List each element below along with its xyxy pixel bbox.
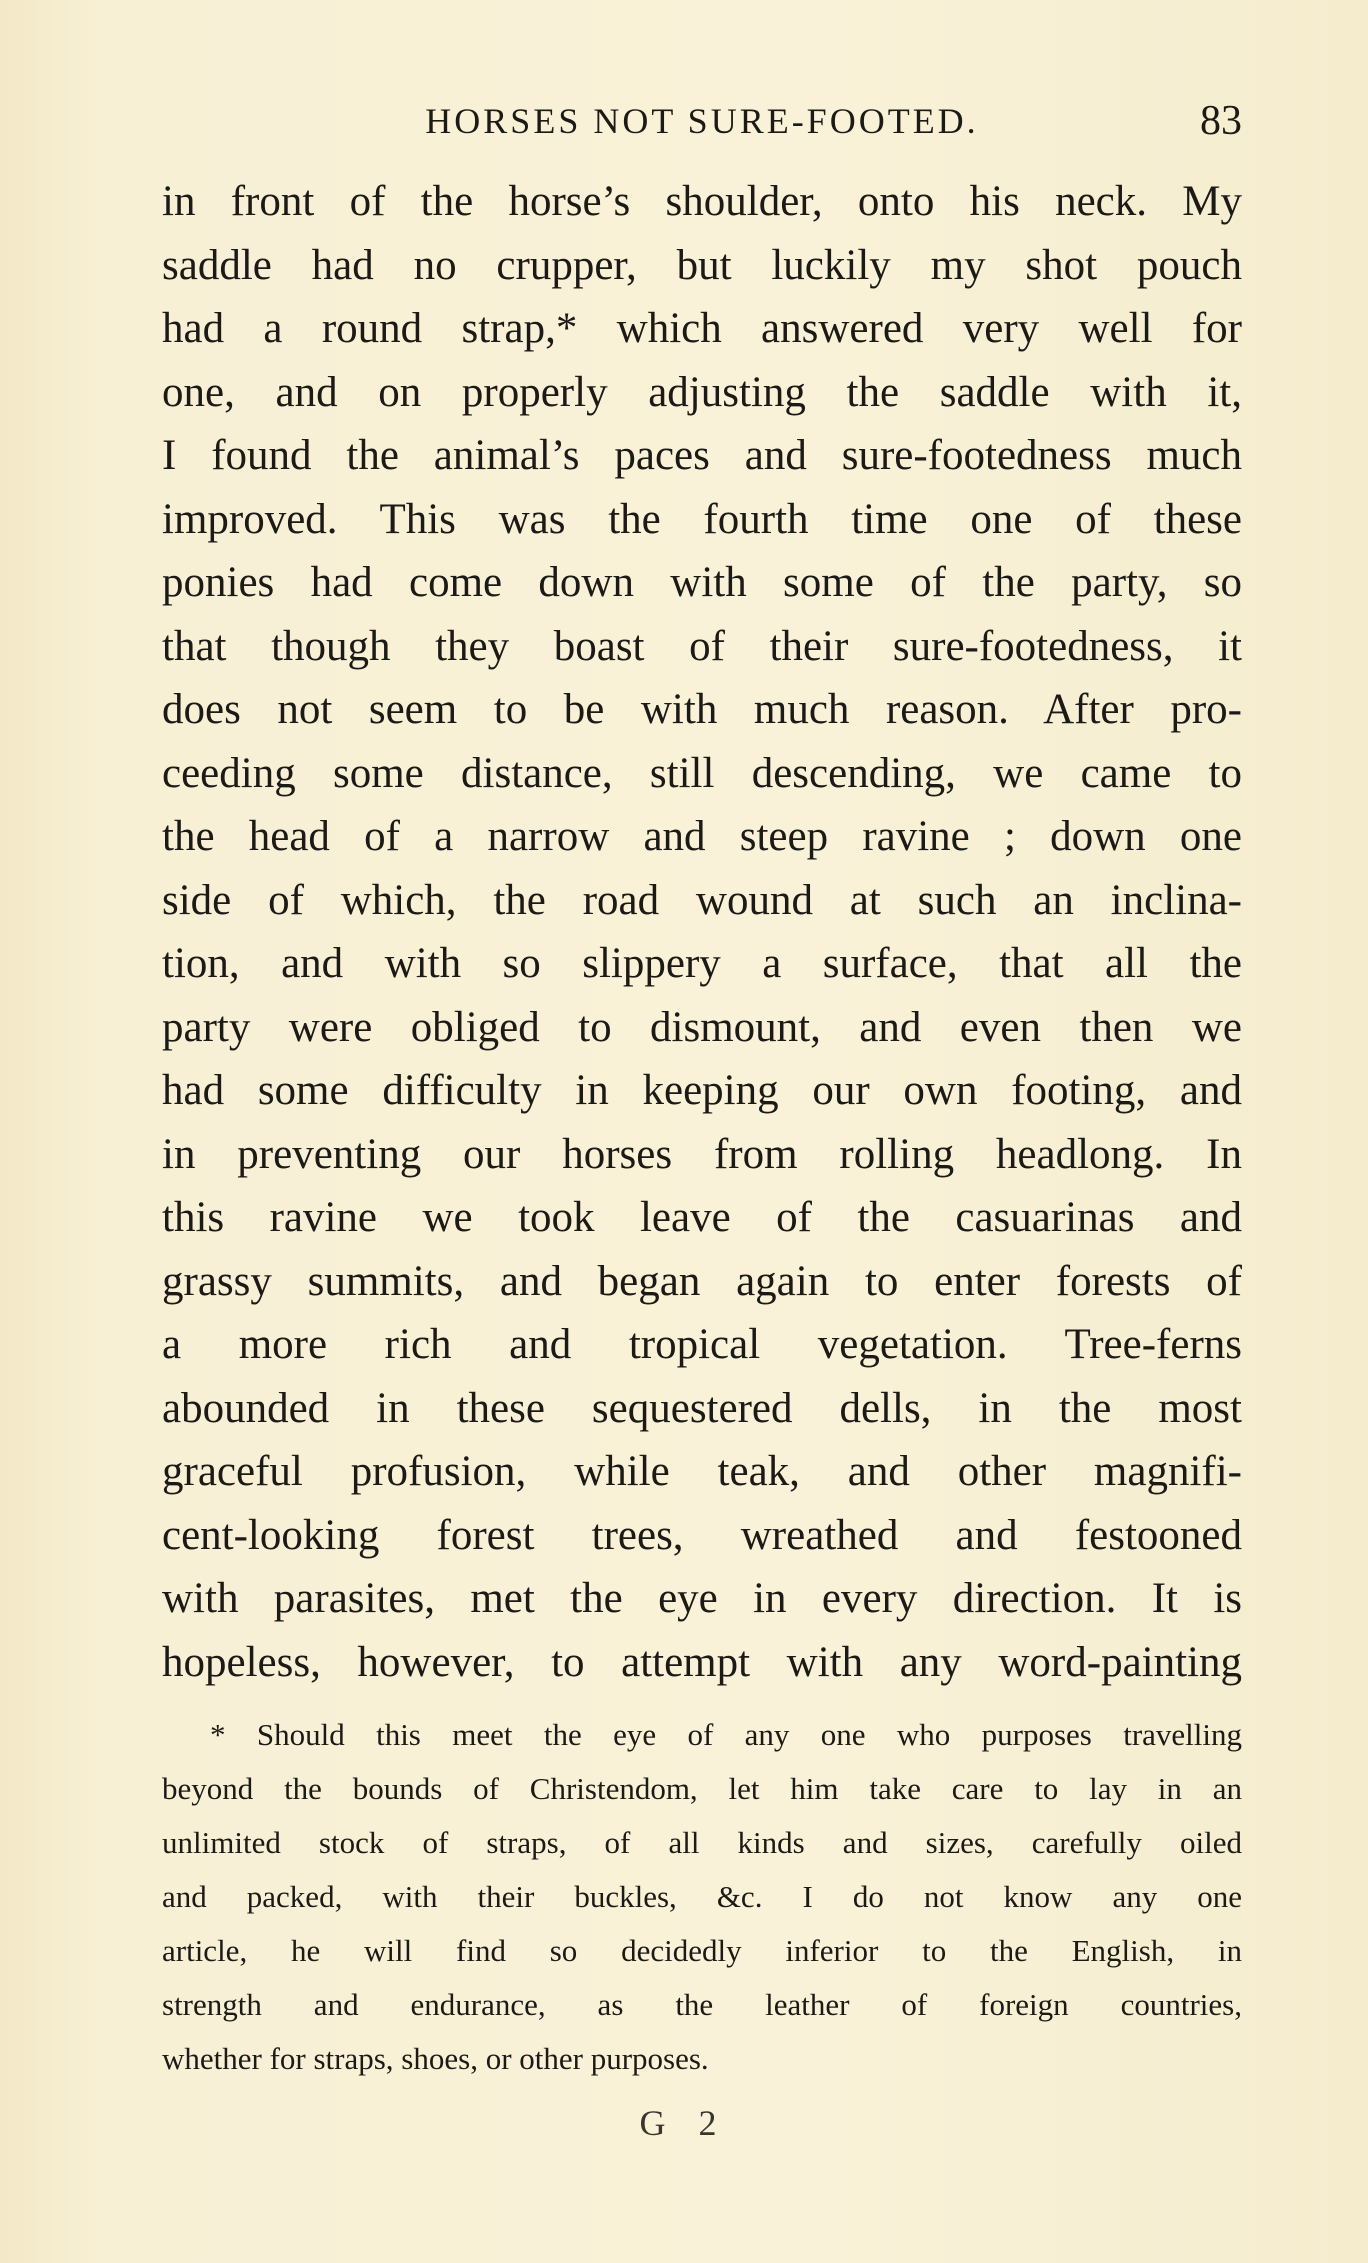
- running-title: HORSES NOT SURE-FOOTED.: [425, 101, 979, 141]
- body-line: the head of a narrow and steep ravine ; down one: [162, 813, 1242, 860]
- body-line: one, and on properly adjusting the saddle with it,: [162, 368, 1242, 416]
- body-line: ponies had come down with some of the party, so: [162, 559, 1242, 606]
- body-line: had some difficulty in keeping our own footing, and: [162, 1067, 1242, 1114]
- body-line: party were obliged to dismount, and even then we: [162, 1003, 1242, 1051]
- body-text: [162, 170, 1242, 1694]
- page-number: 83: [1200, 98, 1242, 144]
- body-line: does not seem to be with much reason. After pro-: [162, 686, 1242, 733]
- body-line: I found the animal’s paces and sure-footedness much: [162, 432, 1242, 479]
- body-line: ceeding some distance, still descending, we came to: [162, 749, 1242, 797]
- signature-mark: G 2: [639, 2103, 729, 2143]
- footnote-line: and packed, with their buckles, &c. I do not know any one: [162, 1879, 1242, 1914]
- body-line: cent-looking forest trees, wreathed and festooned: [162, 1511, 1242, 1559]
- body-line: that though they boast of their sure-footedness, it: [162, 622, 1242, 670]
- body-line: graceful profusion, while teak, and other magnifi-: [162, 1448, 1242, 1495]
- footnote-line: strength and endurance, as the leather of foreign countries,: [162, 1987, 1242, 2022]
- body-line: side of which, the road wound at such an inclina-: [162, 876, 1242, 924]
- footnote-line: * Should this meet the eye of any one who purposes travelling: [210, 1717, 1242, 1752]
- body-line: in preventing our horses from rolling headlong. In: [162, 1130, 1242, 1178]
- body-line: this ravine we took leave of the casuarinas and: [162, 1194, 1242, 1241]
- body-line: hopeless, however, to attempt with any word-painting: [162, 1638, 1242, 1686]
- body-line: a more rich and tropical vegetation. Tree-ferns: [162, 1321, 1242, 1368]
- body-line: saddle had no crupper, but luckily my shot pouch: [162, 241, 1242, 289]
- footnote: [162, 1708, 1242, 2086]
- body-line: tion, and with so slippery a surface, that all the: [162, 940, 1242, 987]
- body-line: had a round strap,* which answered very well for: [162, 305, 1242, 352]
- running-head: [162, 96, 1242, 146]
- footnote-line: beyond the bounds of Christendom, let him take care to lay in an: [162, 1771, 1242, 1806]
- body-line: in front of the horse’s shoulder, onto his neck. My: [162, 178, 1242, 225]
- footnote-line: unlimited stock of straps, of all kinds and sizes, carefully oiled: [162, 1825, 1242, 1860]
- body-line: abounded in these sequestered dells, in the most: [162, 1384, 1242, 1432]
- body-line: with parasites, met the eye in every direction. It is: [162, 1575, 1242, 1622]
- footnote-line: article, he will find so decidedly inferior to the English, in: [162, 1933, 1242, 1968]
- body-line: grassy summits, and began again to enter forests of: [162, 1257, 1242, 1305]
- body-line: improved. This was the fourth time one of these: [162, 495, 1242, 543]
- footnote-line: whether for straps, shoes, or other purposes.: [162, 2041, 709, 2076]
